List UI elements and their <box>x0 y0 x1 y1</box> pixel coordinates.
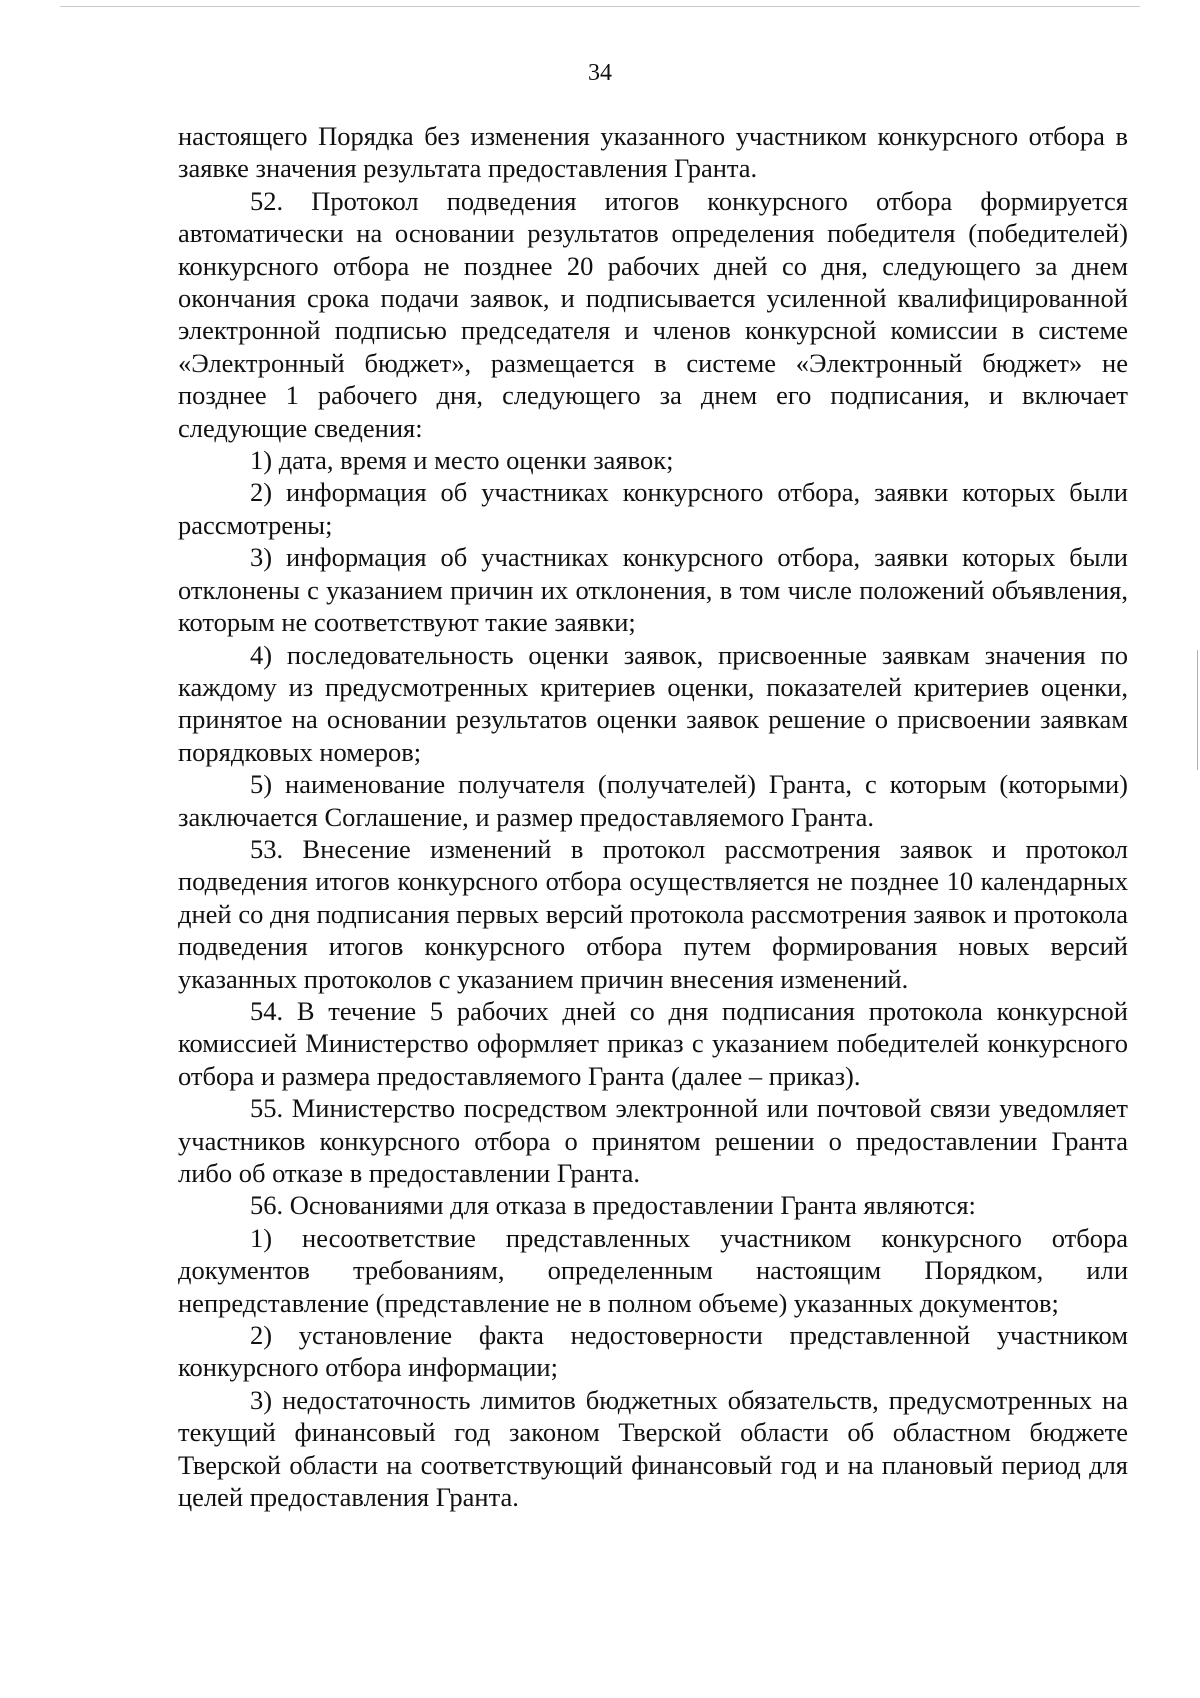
list-item-52-1: 1) дата, время и место оценки заявок; <box>250 445 674 476</box>
paragraph-item-55: 55. Министерство посредством электронной или почтовой связи уведомляет участников конкурсного отбора о принятом решении о предоставлении Гранта либо об отказе в предоставлении Гранта. <box>178 1093 1128 1188</box>
paragraph-item-54: 54. В течение 5 рабочих дней со дня подписания протокола конкурсной комиссией Министерство оформляет приказ с указанием победителей конкурсного отбора и размера предоставляемого Гранта (далее – приказ). <box>178 995 1128 1091</box>
paragraph: настоящего Порядка без изменения указанного участником конкурсного отбора в заявке значения результата предоставления Гранта. <box>178 121 1128 184</box>
list-item-56-3: 3) недостаточность лимитов бюджетных обязательств, предусмотренных на текущий финансовый год законом Тверской области об областном бюджете Тверской области на соответствующий финансовый год и на плановый период для целей предоставления Гранта. <box>178 1384 1128 1513</box>
list-item-52-2: 2) информация об участниках конкурсного отбора, заявки которых были рассмотрены; <box>178 477 1128 540</box>
list-item-52-4: 4) последовательность оценки заявок, присвоенные заявкам значения по каждому из предусмотренных критериев оценки, показателей критериев оценки, принятое на основании результатов оценки заявок решение о присвоении заявкам порядковых номеров; <box>178 639 1128 767</box>
paragraph-item-52: 52. Протокол подведения итогов конкурсного отбора формируется автоматически на основании результатов определения победителя (победителей) конкурсного отбора не позднее 20 рабочих дней со дня, следующего за днем окончания срока подачи заявок, и подписывается усиленной квалифицированной электронной подписью председателя и членов конкурсной комиссии в системе «Электронный бюджет», размещается в системе «Электронный бюджет» не позднее 1 рабочего дня, следующего за днем его подписания, и включает следующие сведения: <box>178 185 1128 443</box>
list-item-52-5: 5) наименование получателя (получателей) Гранта, с которым (которыми) заключается Соглашение, и размер предоставляемого Гранта. <box>178 769 1128 832</box>
scan-artifact-top <box>60 6 1140 7</box>
paragraph-item-53: 53. Внесение изменений в протокол рассмотрения заявок и протокол подведения итогов конкурсного отбора осуществляется не позднее 10 календарных дней со дня подписания первых версий протокола рассмотрения заявок и протокола подведения итогов конкурсного отбора путем формирования новых версий указанных протоколов с указанием причин внесения изменений. <box>178 833 1128 994</box>
paragraph-item-56: 56. Основаниями для отказа в предоставлении Гранта являются: <box>250 1190 976 1221</box>
list-item-52-3: 3) информация об участниках конкурсного отбора, заявки которых были отклонены с указанием причин их отклонения, в том числе положений объявления, которым не соответствуют такие заявки; <box>178 542 1128 638</box>
scan-artifact-right <box>1197 650 1198 770</box>
list-item-56-1: 1) несоответствие представленных участником конкурсного отбора документов требованиям, определенным настоящим Порядком, или непредставление (представление не в полном объеме) указанных документов; <box>178 1222 1128 1318</box>
list-item-56-2: 2) установление факта недостоверности представленной участником конкурсного отбора информации; <box>178 1320 1128 1383</box>
page-number: 34 <box>588 60 612 86</box>
document-body <box>178 120 1128 1513</box>
